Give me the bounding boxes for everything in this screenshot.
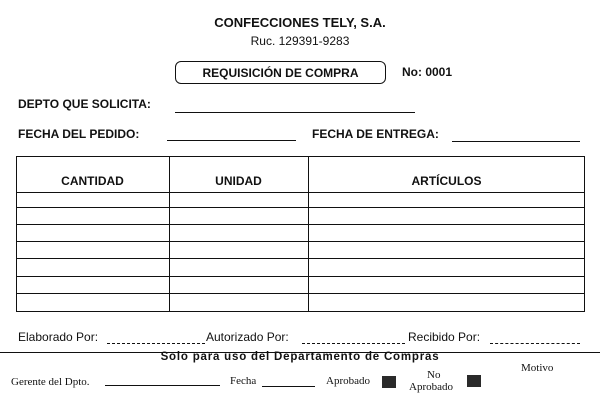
fecha-entrega-label: FECHA DE ENTREGA: [312,127,439,141]
table-row[interactable] [16,258,585,259]
gerente-input-line[interactable] [105,385,220,386]
fecha-pedido-label: FECHA DEL PEDIDO: [18,127,140,141]
elaborado-input-line[interactable] [107,343,205,344]
document-title: REQUISICIÓN DE COMPRA [202,65,359,80]
no-aprobado-label-line2: Aprobado [409,381,453,393]
fecha-input-line[interactable] [262,386,315,387]
department-section-title: Solo para uso del Departamento de Compras [160,351,440,363]
document-number: No: 0001 [402,65,453,79]
fecha-pedido-input-line[interactable] [167,140,296,141]
autorizado-label: Autorizado Por: [206,330,289,344]
no-aprobado-label-line1: No [427,369,441,381]
column-header-articulos: ARTÍCULOS [411,174,482,188]
motivo-label: Motivo [521,362,554,374]
aprobado-checkbox[interactable] [382,376,396,388]
depto-label: DEPTO QUE SOLICITA: [18,97,151,111]
table-row[interactable] [16,224,585,225]
table-row[interactable] [16,207,585,208]
document-title-box [175,61,386,84]
company-name: CONFECCIONES TELY, S.A. [214,15,386,30]
column-header-cantidad: CANTIDAD [61,174,124,188]
table-row[interactable] [16,276,585,277]
recibido-label: Recibido Por: [408,330,481,344]
no-aprobado-checkbox[interactable] [467,375,481,387]
fecha-entrega-input-line[interactable] [452,141,580,142]
recibido-input-line[interactable] [490,343,580,344]
table-row[interactable] [16,293,585,294]
company-ruc: Ruc. 129391-9283 [250,34,350,48]
gerente-label: Gerente del Dpto. [11,376,90,388]
column-header-unidad: UNIDAD [215,174,262,188]
aprobado-label: Aprobado [326,375,370,387]
fecha-label: Fecha [230,375,257,387]
elaborado-label: Elaborado Por: [18,330,99,344]
depto-input-line[interactable] [175,112,415,113]
table-row[interactable] [16,241,585,242]
table-header-line [16,192,585,193]
autorizado-input-line[interactable] [302,343,405,344]
